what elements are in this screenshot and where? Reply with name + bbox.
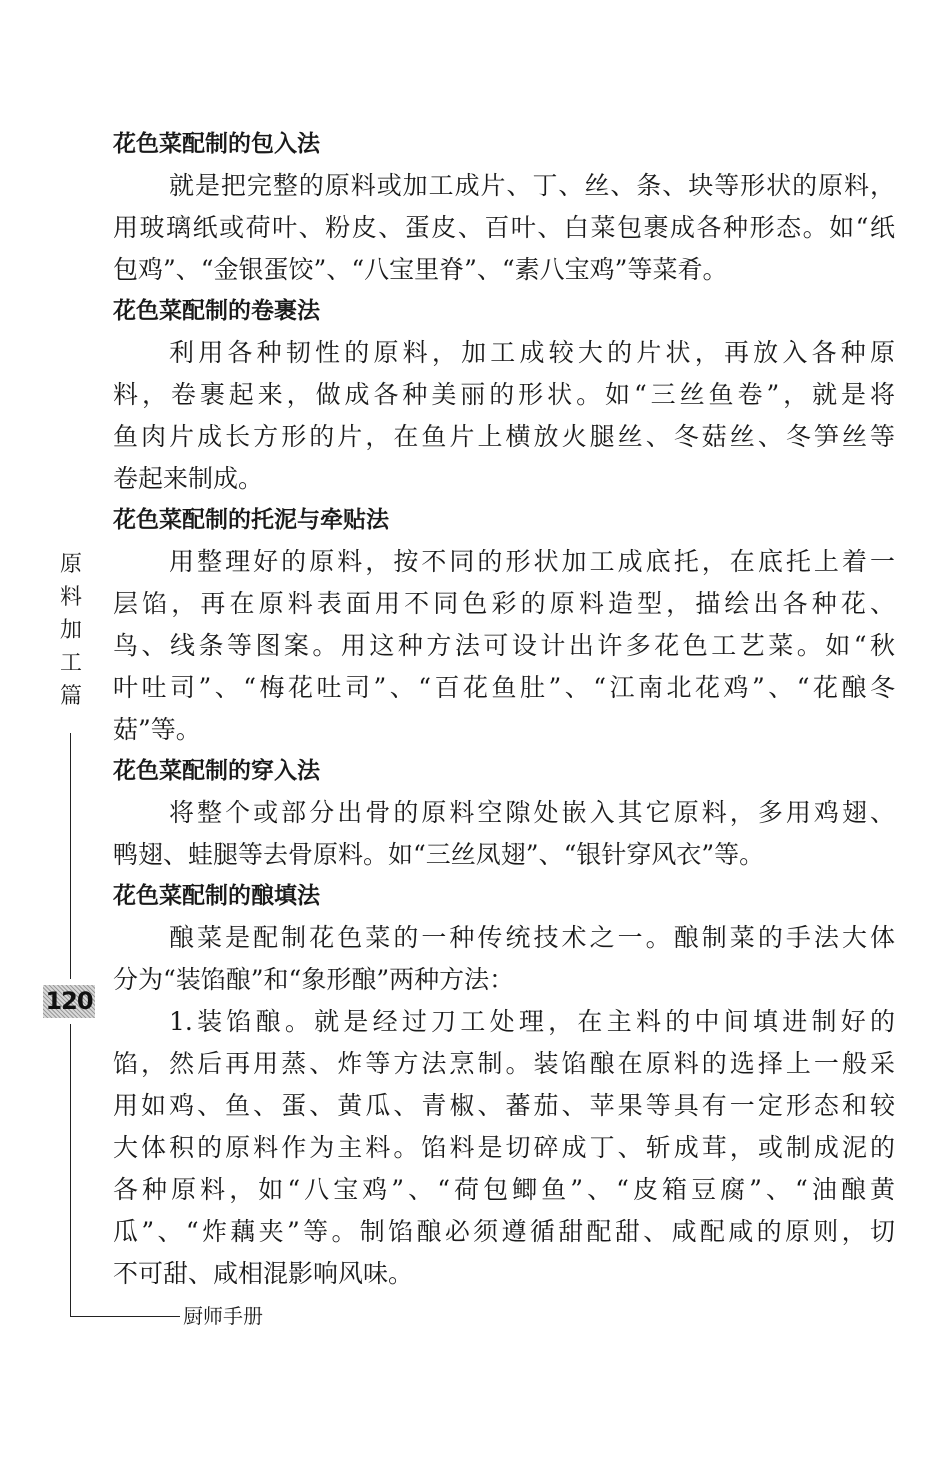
paragraph-line: 叶吐司”、“梅花吐司”、“百花鱼肚”、“江南北花鸡”、“花酿冬 (113, 673, 895, 702)
side-label-char: 原 (59, 552, 82, 577)
side-label-char: 料 (59, 585, 82, 610)
paragraph-line: 包鸡”、“金银蛋饺”、“八宝里脊”、“素八宝鸡”等菜肴。 (113, 255, 728, 284)
side-section-label (58, 548, 84, 713)
paragraph-line: 鸭翅、蛙腿等去骨原料。如“三丝凤翅”、“银针穿风衣”等。 (113, 840, 765, 869)
paragraph-line: 就是把完整的原料或加工成片、丁、丝、条、块等形状的原料， (169, 171, 895, 200)
paragraph-line: 酿菜是配制花色菜的一种传统技术之一。酿制菜的手法大体 (169, 923, 895, 952)
paragraph-line: 不可甜、咸相混影响风味。 (113, 1259, 414, 1288)
section-heading: 花色菜配制的托泥与牵贴法 (113, 507, 389, 533)
section-heading: 花色菜配制的卷裹法 (113, 298, 320, 324)
paragraph-line: 利用各种韧性的原料，加工成较大的片状，再放入各种原 (169, 338, 895, 367)
paragraph-line: 将整个或部分出骨的原料空隙处嵌入其它原料，多用鸡翅、 (169, 798, 895, 827)
footer-rule (70, 1316, 180, 1317)
paragraph-line: 卷起来制成。 (113, 464, 264, 493)
margin-rule-lower (70, 1024, 71, 1317)
paragraph-line: 瓜”、“炸藕夹”等。制馅酿必须遵循甜配甜、咸配咸的原则，切 (113, 1217, 895, 1246)
paragraph-line: 馅，然后再用蒸、炸等方法烹制。装馅酿在原料的选择上一般采 (113, 1049, 895, 1078)
side-label-char: 加 (59, 618, 82, 643)
paragraph-line: 大体积的原料作为主料。馅料是切碎成丁、斩成茸，或制成泥的 (113, 1133, 895, 1162)
paragraph-line: 料，卷裹起来，做成各种美丽的形状。如“三丝鱼卷”，就是将 (113, 380, 895, 409)
section-heading: 花色菜配制的穿入法 (113, 758, 320, 784)
paragraph-line: 鸟、线条等图案。用这种方法可设计出许多花色工艺菜。如“秋 (113, 631, 895, 660)
paragraph-line: 用整理好的原料，按不同的形状加工成底托，在底托上着一 (169, 547, 895, 576)
footer-book-title: 厨师手册 (183, 1304, 263, 1328)
paragraph-line: 菇”等。 (113, 715, 201, 744)
margin-rule-upper (70, 733, 71, 979)
paragraph-line: 分为“装馅酿”和“象形酿”两种方法： (113, 965, 515, 994)
paragraph-line: 用玻璃纸或荷叶、粉皮、蛋皮、百叶、白菜包裹成各种形态。如“纸 (113, 213, 895, 242)
paragraph-line: 层馅，再在原料表面用不同色彩的原料造型，描绘出各种花、 (113, 589, 895, 618)
paragraph-line: 鱼肉片成长方形的片，在鱼片上横放火腿丝、冬菇丝、冬笋丝等 (113, 422, 895, 451)
section-heading: 花色菜配制的酿填法 (113, 883, 320, 909)
paragraph-line: 用如鸡、鱼、蛋、黄瓜、青椒、蕃茄、苹果等具有一定形态和较 (113, 1091, 895, 1120)
page-number: 120 (43, 985, 95, 1018)
paragraph-line: 各种原料，如“八宝鸡”、“荷包鲫鱼”、“皮箱豆腐”、“油酿黄 (113, 1175, 895, 1204)
paragraph-line: 1.装馅酿。就是经过刀工处理，在主料的中间填进制好的 (169, 1007, 895, 1036)
side-label-char: 篇 (59, 684, 82, 709)
section-heading: 花色菜配制的包入法 (113, 131, 320, 157)
main-text (113, 124, 895, 1295)
side-label-char: 工 (59, 651, 82, 676)
